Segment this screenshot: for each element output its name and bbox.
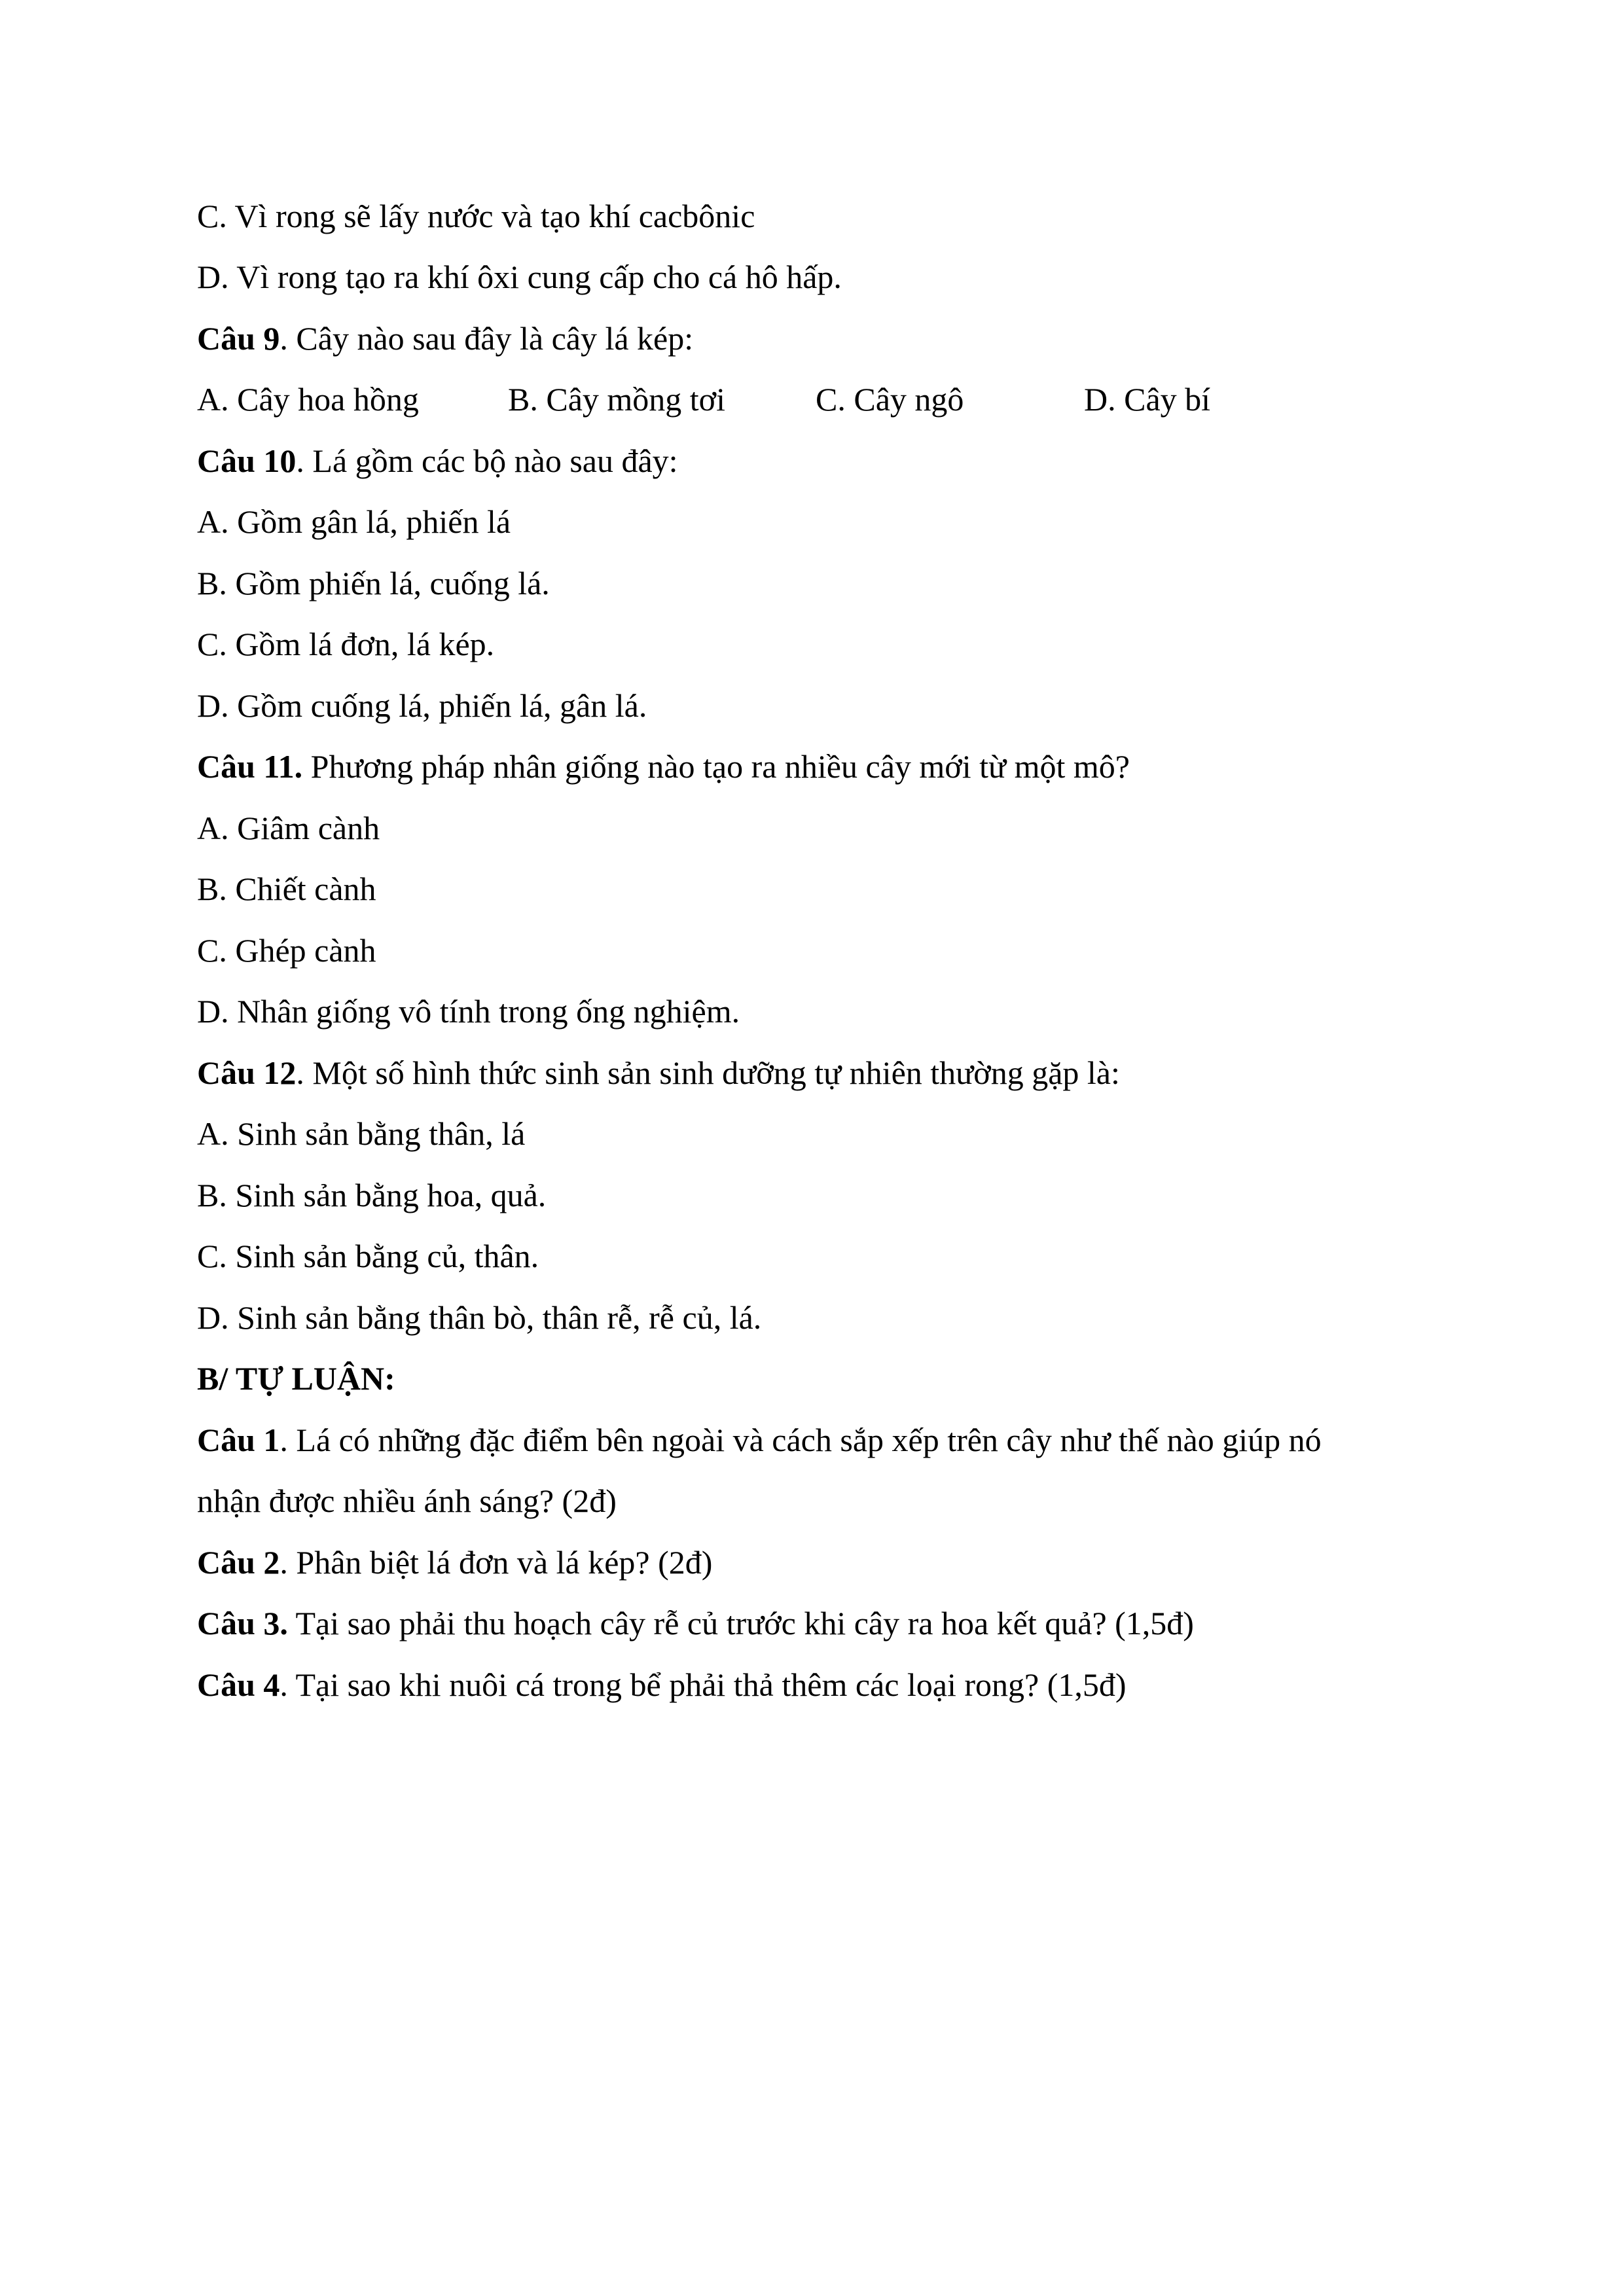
question-11-text: Phương pháp nhân giống nào tạo ra nhiều cây mới từ một mô?	[302, 748, 1130, 785]
essay-question-4	[197, 1665, 1127, 1704]
question-9-option-d: D. Cây bí	[1084, 381, 1211, 418]
question-11-option-d: D. Nhân giống vô tính trong ống nghiệm.	[197, 993, 740, 1030]
question-9-label: Câu 9	[197, 320, 280, 357]
question-9	[197, 319, 693, 358]
essay-question-2-label: Câu 2	[197, 1544, 280, 1581]
essay-question-4-label: Câu 4	[197, 1666, 280, 1703]
essay-question-1-label: Câu 1	[197, 1422, 280, 1458]
question-11-option-c: C. Ghép cành	[197, 932, 376, 969]
essay-section-title: B/ TỰ LUẬN:	[197, 1360, 395, 1397]
essay-question-2	[197, 1543, 712, 1582]
question-11-label: Câu 11.	[197, 748, 303, 785]
question-9-text: . Cây nào sau đây là cây lá kép:	[280, 320, 694, 357]
question-10-label: Câu 10	[197, 442, 297, 479]
essay-question-3-text: Tại sao phải thu hoạch cây rễ củ trước khi cây ra hoa kết quả? (1,5đ)	[287, 1605, 1194, 1641]
question-11	[197, 747, 1130, 786]
question-12-label: Câu 12	[197, 1054, 297, 1091]
question-12-option-a: A. Sinh sản bằng thân, lá	[197, 1115, 526, 1152]
question-10-option-b: B. Gồm phiến lá, cuống lá.	[197, 565, 550, 601]
question-9-option-c: C. Cây ngô	[816, 381, 964, 418]
question-12-text: . Một số hình thức sinh sản sinh dưỡng tự nhiên thường gặp là:	[296, 1054, 1120, 1091]
essay-question-1-text: . Lá có những đặc điểm bên ngoài và cách sắp xếp trên cây như thế nào giúp nó	[280, 1422, 1322, 1458]
question-12-option-b: B. Sinh sản bằng hoa, quả.	[197, 1177, 547, 1213]
essay-question-3-label: Câu 3.	[197, 1605, 288, 1641]
question-10-text: . Lá gồm các bộ nào sau đây:	[296, 442, 678, 479]
question-10-option-c: C. Gồm lá đơn, lá kép.	[197, 626, 495, 662]
question-11-option-b: B. Chiết cành	[197, 870, 376, 907]
question-10-option-a: A. Gồm gân lá, phiến lá	[197, 503, 511, 540]
essay-question-2-text: . Phân biệt lá đơn và lá kép? (2đ)	[280, 1544, 713, 1581]
question-9-option-b: B. Cây mồng tơi	[508, 381, 726, 418]
essay-question-4-text: . Tại sao khi nuôi cá trong bể phải thả thêm các loại rong? (1,5đ)	[280, 1666, 1127, 1703]
question-12	[197, 1053, 1120, 1092]
essay-question-1	[197, 1420, 1322, 1460]
question-9-option-a: A. Cây hoa hồng	[197, 381, 419, 418]
question-11-option-a: A. Giâm cành	[197, 810, 380, 846]
prev-option-d: D. Vì rong tạo ra khí ôxi cung cấp cho cá hô hấp.	[197, 259, 842, 295]
question-12-option-d: D. Sinh sản bằng thân bò, thân rễ, rễ củ, lá.	[197, 1299, 762, 1336]
question-12-option-c: C. Sinh sản bằng củ, thân.	[197, 1238, 539, 1274]
question-10-option-d: D. Gồm cuống lá, phiến lá, gân lá.	[197, 687, 647, 724]
prev-option-c: C. Vì rong sẽ lấy nước và tạo khí cacbônic	[197, 198, 755, 234]
question-10	[197, 441, 678, 480]
essay-question-1-continuation: nhận được nhiều ánh sáng? (2đ)	[197, 1482, 617, 1519]
essay-question-3	[197, 1604, 1194, 1643]
